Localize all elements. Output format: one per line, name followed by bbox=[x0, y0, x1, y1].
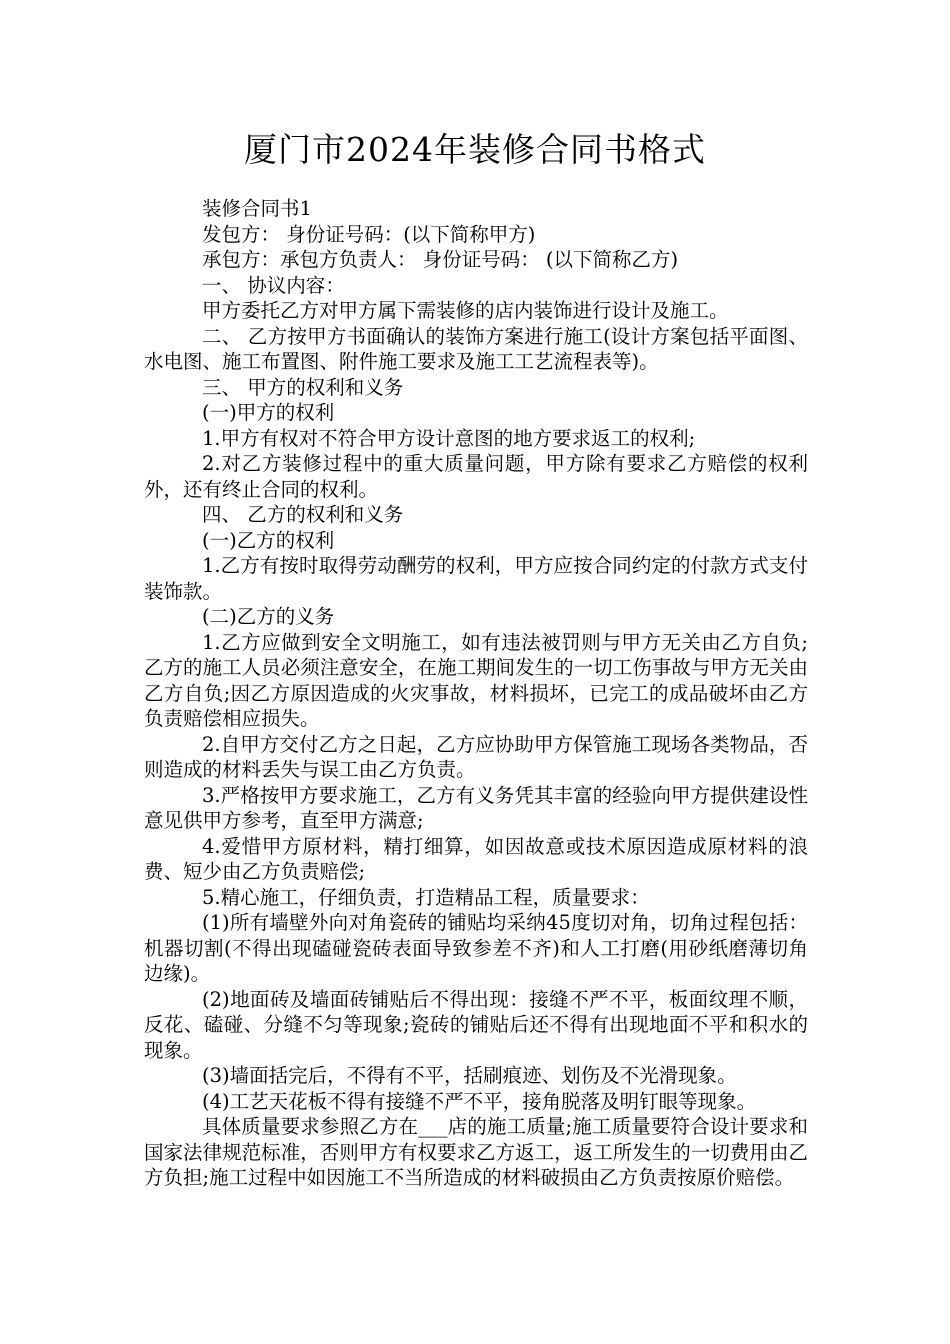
paragraph: 3.严格按甲方要求施工，乙方有义务凭其丰富的经验向甲方提供建设性意见供甲方参考，直至甲方满意; bbox=[144, 783, 808, 832]
paragraph: 2.对乙方装修过程中的重大质量问题，甲方除有要求乙方赔偿的权利外，还有终止合同的权利。 bbox=[144, 452, 808, 501]
paragraph-section-4: 四、 乙方的权利和义务 bbox=[202, 503, 404, 526]
paragraph: (2)地面砖及墙面砖铺贴后不得出现：接缝不严不平，板面纹理不顺，反花、磕碰、分缝不匀等现象;瓷砖的铺贴后还不得有出现地面不平和积水的现象。 bbox=[144, 987, 808, 1062]
paragraph: 甲方委托乙方对甲方属下需装修的店内装饰进行设计及施工。 bbox=[202, 299, 729, 322]
paragraph-subsection: (一)乙方的权利 bbox=[202, 528, 335, 552]
paragraph-subsection: (二)乙方的义务 bbox=[202, 605, 335, 628]
document-body bbox=[144, 196, 808, 1191]
paragraph-section-2: 二、 乙方按甲方书面确认的装饰方案进行施工(设计方案包括平面图、水电图、施工布置图、附件施工要求及施工工艺流程表等)。 bbox=[144, 324, 808, 373]
paragraph: 4.爱惜甲方原材料，精打细算，如因故意或技术原因造成原材料的浪费、短少由乙方负责赔偿; bbox=[144, 834, 808, 883]
paragraph: 5.精心施工，仔细负责，打造精品工程，质量要求： bbox=[202, 885, 650, 909]
paragraph: 1.甲方有权对不符合甲方设计意图的地方要求返工的权利; bbox=[202, 426, 696, 450]
paragraph-party-a: 发包方： 身份证号码：(以下简称甲方) bbox=[202, 222, 536, 246]
paragraph: 2.自甲方交付乙方之日起，乙方应协助甲方保管施工现场各类物品，否则造成的材料丢失与误工由乙方负责。 bbox=[144, 732, 808, 781]
paragraph: 1.乙方应做到安全文明施工，如有违法被罚则与甲方无关由乙方自负;乙方的施工人员必须注意安全，在施工期间发生的一切工伤事故与甲方无关由乙方自负;因乙方原因造成的火灾事故，材料损坏，已完工的成品破坏由乙方负责赔偿相应损失。 bbox=[144, 630, 808, 730]
paragraph: (3)墙面括完后，不得有不平，括刷痕迹、划伤及不光滑现象。 bbox=[202, 1064, 737, 1087]
paragraph: (1)所有墙壁外向对角瓷砖的铺贴均采纳45度切对角，切角过程包括：机器切割(不得出现磕碰瓷砖表面导致参差不齐)和人工打磨(用砂纸磨薄切角边缘)。 bbox=[144, 911, 808, 985]
paragraph: 具体质量要求参照乙方在___店的施工质量;施工质量要符合设计要求和国家法律规范标准，否则甲方有权要求乙方返工，返工所发生的一切费用由乙方负担;施工过程中如因施工不当所造成的材料破损由乙方负责按原价赔偿。 bbox=[144, 1115, 808, 1189]
paragraph: 1.乙方有按时取得劳动酬劳的权利，甲方应按合同约定的付款方式支付装饰款。 bbox=[144, 554, 808, 603]
paragraph-party-b: 承包方：承包方负责人： 身份证号码： (以下简称乙方) bbox=[202, 248, 679, 271]
paragraph: (4)工艺天花板不得有接缝不严不平，接角脱落及明钉眼等现象。 bbox=[202, 1089, 757, 1113]
paragraph-subsection: (一)甲方的权利 bbox=[202, 401, 335, 424]
paragraph-contract-heading: 装修合同书1 bbox=[202, 197, 312, 220]
paragraph-section-3: 三、 甲方的权利和义务 bbox=[202, 375, 404, 399]
document-title: 厦门市2024年装修合同书格式 bbox=[244, 130, 706, 169]
paragraph-section-1: 一、 协议内容： bbox=[202, 273, 345, 297]
